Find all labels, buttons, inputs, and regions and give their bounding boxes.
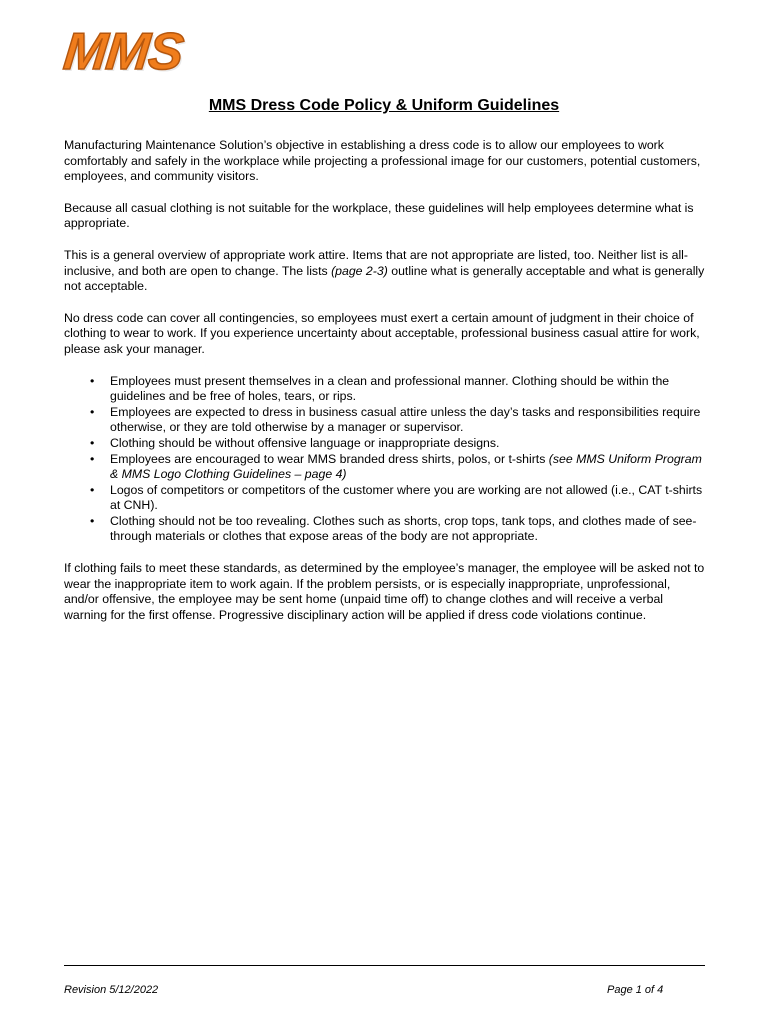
revision-date: Revision 5/12/2022 [64, 984, 159, 996]
bullet-icon: • [90, 435, 95, 450]
footer-divider [64, 965, 705, 966]
document-title: MMS Dress Code Policy & Uniform Guidelines [208, 97, 560, 114]
list-item-text: Clothing should be without offensive language or inappropriate designs. [110, 435, 500, 450]
list-item-text: Employees are expected to dress in business casual attire unless the day’s tasks and responsibilities require otherwise, or they are told otherwise by a manager or supervisor. [110, 404, 701, 435]
mms-logo: MMS [60, 23, 186, 81]
uniform-program-reference: (see MMS Uniform Program & MMS Logo Clothing Guidelines – page 4) [110, 451, 702, 482]
list-item [90, 451, 706, 483]
page-number: Page 1 of 4 [607, 984, 664, 996]
overview-text-start: This is a general overview of appropriate work attire. Items that are not appropriate are listed, too. Neither list is all-inclusive, and both are open to change. The lists [64, 247, 689, 278]
list-item [90, 404, 706, 436]
guideline-list [64, 374, 706, 546]
list-item [90, 435, 706, 452]
bullet-icon: • [90, 373, 95, 388]
paragraph-casual-clothing: Because all casual clothing is not suitable for the workplace, these guidelines will help employees determine what is appropriate. [64, 200, 694, 231]
bullet-icon: • [90, 451, 95, 466]
list-item-text: Clothing should not be too revealing. Clothes such as shorts, crop tops, tank tops, and clothes made of see-through materials or clothes that expose areas of the body are not appropriate. [110, 513, 697, 544]
list-item [90, 482, 706, 514]
paragraph-objective: Manufacturing Maintenance Solution’s objective in establishing a dress code is to allow our employees to work comfortably and safely in the workplace while projecting a professional image for our customers, potential customers, employees, and community visitors. [64, 138, 701, 184]
bullet-icon: • [90, 513, 95, 528]
overview-page-reference: (page 2-3) [331, 263, 388, 278]
list-item-text: Employees must present themselves in a clean and professional manner. Clothing should be within the guidelines and be free of holes, tears, or rips. [110, 373, 670, 404]
document-body [64, 138, 706, 639]
paragraph-enforcement: If clothing fails to meet these standards, as determined by the employee’s manager, the employee will be asked not to wear the inappropriate item to work again. If the problem persists, or is especially inappropriate, unprofessional, and/or offensive, the employee may be sent home (unpaid time off) to change clothes and will receive a verbal warning for the first offense. Progressive disciplinary action will be applied if dress code violations continue. [64, 561, 705, 622]
bullet-icon: • [90, 404, 95, 419]
list-item-text: Employees are encouraged to wear MMS branded dress shirts, polos, or t-shirts [110, 451, 549, 466]
list-item-text: Logos of competitors or competitors of the customer where you are working are not allowed (i.e., CAT t-shirts at CNH). [110, 482, 703, 513]
paragraph-overview [64, 248, 706, 295]
list-item [90, 513, 706, 545]
overview-text-end: outline what is generally acceptable and what is generally not acceptable. [64, 263, 705, 294]
list-item [90, 373, 706, 405]
bullet-icon: • [90, 482, 95, 497]
paragraph-contingencies: No dress code can cover all contingencies, so employees must exert a certain amount of judgment in their choice of clothing to wear to work. If you experience uncertainty about acceptable, professional business casual attire for work, please ask your manager. [64, 310, 700, 356]
